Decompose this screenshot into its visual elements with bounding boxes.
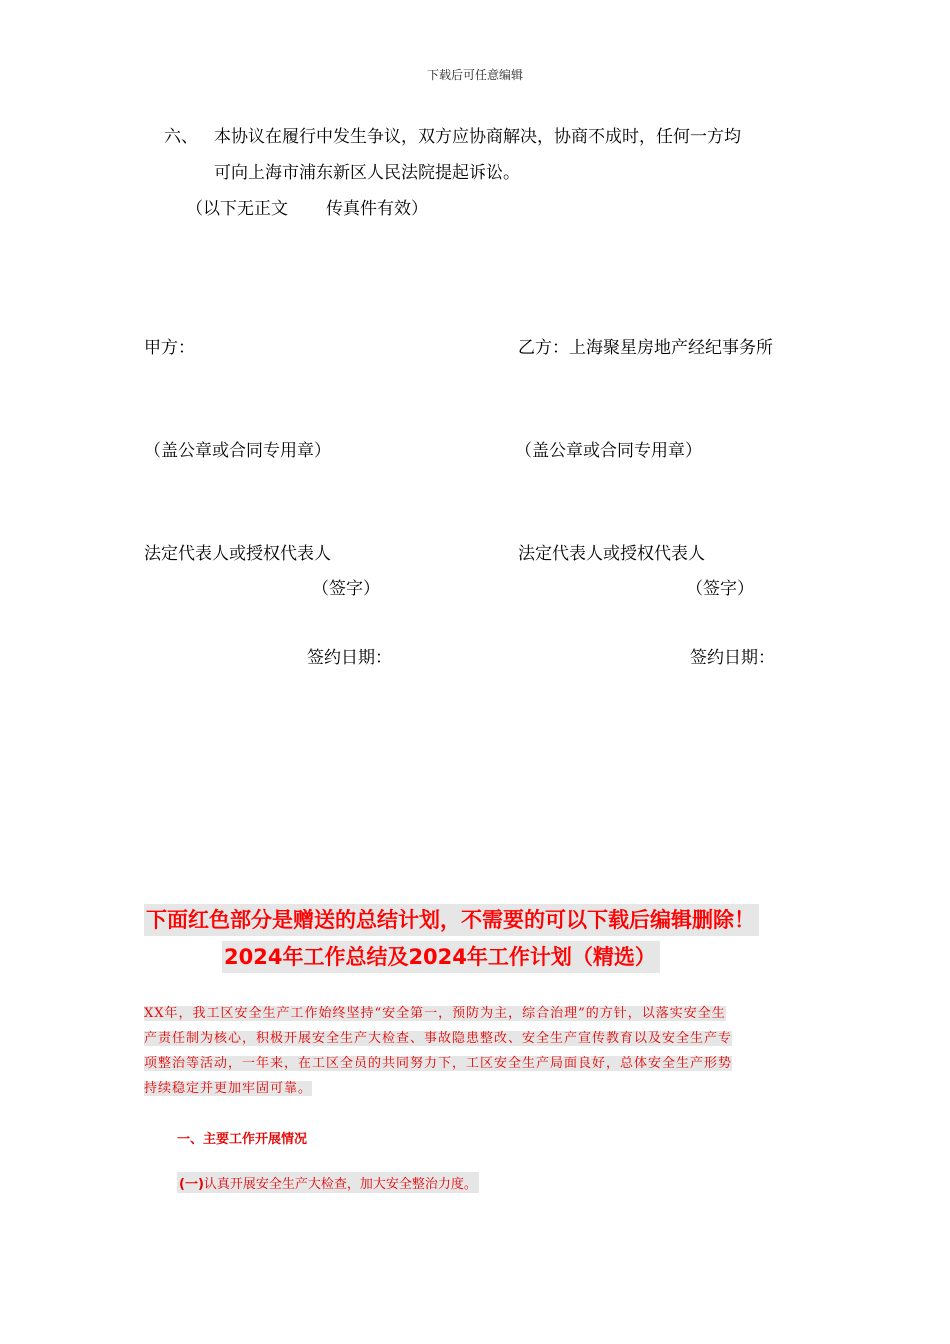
bonus-paragraph-line: 产责任制为核心，积极开展安全生产大检查、事故隐患整改、安全生产宣传教育以及安全生产专	[144, 1031, 733, 1046]
bonus-title: 2024年工作总结及2024年工作计划（精选）	[222, 941, 660, 973]
party-a-label: 甲方：	[144, 338, 195, 358]
bonus-notice: 下面红色部分是赠送的总结计划，不需要的可以下载后编辑删除！	[144, 904, 759, 936]
bonus-paragraph	[144, 1001, 814, 1101]
party-a-seal: （盖公章或合同专用章）	[144, 441, 331, 461]
clause-line-1: 本协议在履行中发生争议，双方应协商解决，协商不成时，任何一方均	[214, 127, 741, 147]
party-b-representative: 法定代表人或授权代表人	[518, 544, 705, 564]
party-b-label: 乙方：上海聚星房地产经纪事务所	[518, 338, 773, 358]
note-no-more-text: （以下无正文	[186, 199, 288, 219]
party-a-signature: （签字）	[312, 579, 380, 599]
clause-line-2: 可向上海市浦东新区人民法院提起诉讼。	[214, 163, 520, 183]
page-header: 下载后可任意编辑	[426, 68, 523, 82]
note-fax-valid: 传真件有效）	[326, 199, 428, 219]
subsection-1-text: 认真开展安全生产大检查，加大安全整治力度。	[203, 1177, 477, 1192]
clause-number: 六、	[164, 127, 198, 147]
subsection-1-number: (一)	[179, 1177, 204, 1192]
party-b-signature: （签字）	[686, 579, 754, 599]
subsection-1	[177, 1172, 479, 1193]
party-a-representative: 法定代表人或授权代表人	[144, 544, 331, 564]
party-b-date-label: 签约日期：	[690, 648, 775, 668]
section-heading-1: 一、主要工作开展情况	[177, 1132, 308, 1147]
bonus-paragraph-line: 持续稳定并更加牢固可靠。	[144, 1081, 313, 1096]
bonus-paragraph-line: 项整治等活动，一年来，在工区全员的共同努力下，工区安全生产局面良好，总体安全生产形势	[144, 1056, 733, 1071]
party-b-seal: （盖公章或合同专用章）	[515, 441, 702, 461]
bonus-paragraph-line: XX年，我工区安全生产工作始终坚持“安全第一，预防为主，综合治理”的方针，以落实安全生	[144, 1006, 726, 1021]
party-a-date-label: 签约日期：	[307, 648, 392, 668]
